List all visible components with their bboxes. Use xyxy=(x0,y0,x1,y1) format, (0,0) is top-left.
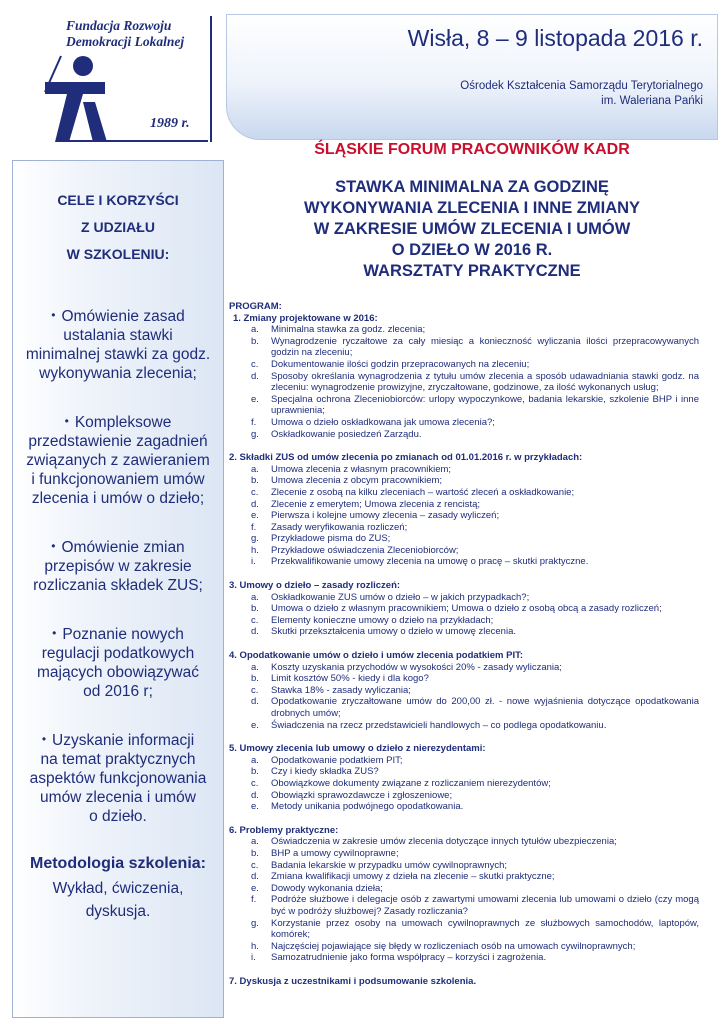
program-subitem xyxy=(229,533,699,545)
program-topic xyxy=(229,743,699,813)
event-date: Wisła, 8 – 9 listopada 2016 r. xyxy=(407,25,703,51)
program-subitem-text: Najczęściej pojawiające się błędy w rozliczeniach osób na umowach cywilnoprawnych; xyxy=(271,940,636,952)
program-subitem-text: Przykładowe pisma do ZUS; xyxy=(271,533,391,545)
program-subitem xyxy=(229,883,699,895)
program-subitem-letter: b. xyxy=(251,475,259,487)
program-subitem-text: Umowa o dzieło oskładkowana jak umowa zlecenia?; xyxy=(271,416,495,428)
program-subitem xyxy=(229,860,699,872)
program-topic-title: 2. Składki ZUS od umów zlecenia po zmianach od 01.01.2016 r. w przykładach: xyxy=(229,452,583,464)
program-topic-title: 3. Umowy o dzieło – zasady rozliczeń: xyxy=(229,580,401,592)
program-subitem-text: Badania lekarskie w przypadku umów cywilnoprawnych; xyxy=(271,859,508,871)
program-topic-title: 6. Problemy praktyczne: xyxy=(229,824,339,836)
program-subitem-letter: h. xyxy=(251,940,259,952)
program-subitem-text: Specjalna ochrona Zleceniobiorców: urlopy wypoczynkowe, badania lekarskie, szkolenie BHP i inne uprawnienia; xyxy=(271,393,699,417)
program-subitem-text: Zasady weryfikowania rozliczeń; xyxy=(271,521,408,533)
program-topic-items xyxy=(229,662,699,732)
program-subitem-letter: b. xyxy=(251,673,259,685)
program-subitem xyxy=(229,499,699,511)
goals-heading-line: W SZKOLENIU: xyxy=(66,246,170,262)
program-subitem-letter: d. xyxy=(251,696,259,708)
program-topic xyxy=(229,313,699,441)
program-subitem-text: Świadczenia na rzecz przedstawicieli handlowych – co podlega opodatkowaniu. xyxy=(271,719,607,731)
bullet-icon: • xyxy=(52,626,57,640)
program-subitem-text: Metody unikania podwójnego opodatkowania. xyxy=(271,801,464,813)
program-subitem xyxy=(229,778,699,790)
program-subitem xyxy=(229,696,699,719)
program-subitem-text: Pierwsza i kolejne umowy zlecenia – zasady wyliczeń; xyxy=(271,510,500,522)
program-subitem xyxy=(229,662,699,674)
program-subitem-text: Opodatkowanie podatkiem PIT; xyxy=(271,754,403,766)
program-subitem xyxy=(229,848,699,860)
bullet-icon: • xyxy=(64,414,69,428)
goal-item xyxy=(19,412,217,508)
bullet-icon: • xyxy=(51,539,56,553)
program-heading: PROGRAM: xyxy=(229,301,282,312)
program-subitem xyxy=(229,464,699,476)
program-subitem xyxy=(229,685,699,697)
logo-vertical-line xyxy=(210,16,212,142)
goals-heading xyxy=(13,187,223,268)
logo-year: 1989 r. xyxy=(150,116,190,131)
program-subitem xyxy=(229,336,699,359)
program-subitem-letter: b. xyxy=(251,766,259,778)
program-subitem xyxy=(229,801,699,813)
program-subitem-text: Zlecenie z emerytem; Umowa zlecenia z rencistą; xyxy=(271,498,481,510)
program-subitem-letter: b. xyxy=(251,847,259,859)
goals-heading-line: Z UDZIAŁU xyxy=(81,219,155,235)
program-section xyxy=(229,301,699,987)
program-subitem-letter: c. xyxy=(251,859,259,871)
program-subitem-letter: f. xyxy=(251,894,257,906)
program-subitem xyxy=(229,545,699,557)
program-subitem xyxy=(229,371,699,394)
goal-item xyxy=(19,537,217,595)
program-subitem-letter: a. xyxy=(251,661,259,673)
program-topic-items xyxy=(229,836,699,964)
program-subitem xyxy=(229,755,699,767)
goal-text: Poznanie nowych regulacji podatkowych mających obowiązywać od 2016 r; xyxy=(37,626,199,700)
program-subitem-letter: d. xyxy=(251,498,259,510)
program-subitem-letter: g. xyxy=(251,533,259,545)
program-subitem-letter: e. xyxy=(251,510,259,522)
program-topic-title: 4. Opodatkowanie umów o dzieło i umów zlecenia podatkiem PIT: xyxy=(229,650,524,662)
program-subitem xyxy=(229,894,699,917)
program-subitem-text: Elementy konieczne umowy o dzieło na przykładach; xyxy=(271,614,494,626)
program-subitem xyxy=(229,836,699,848)
program-subitem xyxy=(229,918,699,941)
program-topic xyxy=(229,825,699,964)
program-subitem xyxy=(229,417,699,429)
program-subitem xyxy=(229,720,699,732)
logo-figure-icon xyxy=(43,52,113,142)
program-subitem-letter: f. xyxy=(251,521,257,533)
program-subitem-letter: a. xyxy=(251,836,259,848)
program-subitem-text: Podróże służbowe i delegacje osób z zawartymi umowami zlecenia lub umowami o dzieło (czy mogą być w podróży służbowej? Zasady rozliczania? xyxy=(271,894,699,917)
program-subitem-letter: e. xyxy=(251,882,259,894)
methodology-title: Metodologia szkolenia: xyxy=(29,855,206,872)
program-final-item: 7. Dyskusja z uczestnikami i podsumowanie szkolenia. xyxy=(229,975,477,987)
program-subitem xyxy=(229,592,699,604)
program-subitem-letter: a. xyxy=(251,754,259,766)
title-line: W ZAKRESIE UMÓW ZLECENIA I UMÓW xyxy=(313,220,631,238)
goals-sidebar xyxy=(12,160,224,1018)
program-subitem xyxy=(229,626,699,638)
program-subitem-text: Limit kosztów 50% - kiedy i dla kogo? xyxy=(271,673,429,685)
program-subitem-letter: c. xyxy=(251,777,259,789)
program-subitem-text: Oskładkowanie ZUS umów o dzieło – w jakich przypadkach?; xyxy=(271,591,530,603)
event-header xyxy=(226,14,718,140)
program-subitem xyxy=(229,790,699,802)
program-subitem-text: Umowa o dzieło z własnym pracownikiem; Umowa o dzieło z osobą obcą a zasady rozliczeń; xyxy=(271,603,662,615)
program-subitem-letter: a. xyxy=(251,463,259,475)
program-subitem xyxy=(229,359,699,371)
program-topic-items xyxy=(229,324,699,440)
program-topic xyxy=(229,580,699,638)
program-subitem-letter: a. xyxy=(251,591,259,603)
program-subitem-letter: e. xyxy=(251,719,259,731)
foundation-logo xyxy=(8,8,218,148)
program-subitem xyxy=(229,510,699,522)
logo-org-line2: Demokracji Lokalnej xyxy=(66,34,185,49)
program-subitem-text: Dokumentowanie ilości godzin przepracowanych na zleceniu; xyxy=(271,358,530,370)
program-subitem-text: Obowiązkowe dokumenty związane z rozliczaniem nierezydentów; xyxy=(271,777,551,789)
program-subitem-text: Umowa zlecenia z własnym pracownikiem; xyxy=(271,463,452,475)
program-subitem-letter: a. xyxy=(251,324,259,336)
program-subitem-text: BHP a umowy cywilnoprawne; xyxy=(271,847,399,859)
goals-list xyxy=(13,306,223,826)
program-subitem-letter: i. xyxy=(251,952,256,964)
program-subitem xyxy=(229,324,699,336)
title-line: WYKONYWANIA ZLECENIA I INNE ZMIANY xyxy=(303,199,641,217)
program-subitem xyxy=(229,394,699,417)
program-topic-title: 1. Zmiany projektowane w 2016: xyxy=(233,312,378,324)
program-subitem-text: Zlecenie z osobą na kilku zleceniach – wartość zleceń a oskładkowanie; xyxy=(271,486,575,498)
goal-text: Uzyskanie informacji na temat praktycznych aspektów funkcjonowania umów zlecenia i umów o dzieło. xyxy=(29,732,207,825)
program-subitem xyxy=(229,615,699,627)
program-subitem xyxy=(229,475,699,487)
program-sections xyxy=(229,313,699,964)
bullet-icon: • xyxy=(41,732,47,746)
goal-item xyxy=(19,730,217,826)
bullet-icon: • xyxy=(51,308,56,322)
program-subitem-text: Samozatrudnienie jako forma współpracy – korzyści i zagrożenia. xyxy=(271,952,547,964)
goal-text: Omówienie zmian przepisów w zakresie rozliczania składek ZUS; xyxy=(33,539,203,594)
logo-org-line1: Fundacja Rozwoju xyxy=(66,18,172,33)
program-subitem-letter: c. xyxy=(251,358,259,370)
goal-text: Omówienie zasad ustalania stawki minimalnej stawki za godz. wykonywania zlecenia; xyxy=(25,308,211,382)
program-subitem-letter: g. xyxy=(251,917,259,929)
program-subitem-letter: b. xyxy=(251,335,259,347)
program-subitem-letter: g. xyxy=(251,428,259,440)
program-subitem-letter: c. xyxy=(251,684,259,696)
program-subitem-text: Przykładowe oświadczenia Zleceniobiorców; xyxy=(271,544,459,556)
program-subitem-letter: i. xyxy=(251,556,256,568)
program-subitem-text: Opodatkowanie zryczałtowane umów do 200,00 zł. - nowe wyjaśnienia dotyczące opodatkowania drobnych umów; xyxy=(271,696,699,719)
program-subitem-letter: b. xyxy=(251,603,259,615)
program-subitem xyxy=(229,556,699,568)
program-subitem-letter: d. xyxy=(251,370,259,382)
program-subitem-letter: c. xyxy=(251,486,259,498)
program-subitem xyxy=(229,952,699,964)
program-topic xyxy=(229,650,699,731)
title-line: O DZIEŁO W 2016 R. xyxy=(391,241,553,259)
program-subitem xyxy=(229,941,699,953)
program-subitem-letter: e. xyxy=(251,801,259,813)
program-subitem-letter: d. xyxy=(251,789,259,801)
program-subitem-text: Sposoby określania wynagrodzenia z tytułu umów zlecenia a sposób udawadniania stawki godz. na zleceniu: wynagrodzenie prowizyjne, zryczałtowane, godzinowe, za ilość wykonanych usług; xyxy=(271,370,699,394)
goal-item xyxy=(19,306,217,383)
program-subitem-letter: h. xyxy=(251,544,259,556)
program-subitem xyxy=(229,522,699,534)
institution-line1: Ośrodek Kształcenia Samorządu Terytorialnego xyxy=(460,80,703,92)
program-subitem-text: Oskładkowanie posiedzeń Zarządu. xyxy=(271,428,422,440)
program-subitem-letter: d. xyxy=(251,626,259,638)
methodology-text: Wykład, ćwiczenia, dyskusja. xyxy=(52,880,184,920)
program-subitem xyxy=(229,766,699,778)
institution-line2: im. Waleriana Pańki xyxy=(601,95,703,107)
program-subitem-letter: c. xyxy=(251,614,259,626)
program-subitem xyxy=(229,871,699,883)
title-line: STAWKA MINIMALNA ZA GODZINĘ xyxy=(335,178,609,196)
program-topic xyxy=(229,452,699,568)
program-subitem-text: Przekwalifikowanie umowy zlecenia na umowę o pracę – skutki praktyczne. xyxy=(271,556,589,568)
training-title xyxy=(226,177,718,282)
program-subitem-text: Oświadczenia w zakresie umów zlecenia dotyczące innych tytułów ubezpieczenia; xyxy=(271,836,617,848)
goal-text: Kompleksowe przedstawienie zagadnień związanych z zawieraniem i funkcjonowaniem umów zlecenia i umów o dzieło; xyxy=(26,414,210,507)
program-subitem-letter: d. xyxy=(251,871,259,883)
program-topic-items xyxy=(229,464,699,568)
program-subitem-letter: f. xyxy=(251,416,257,428)
program-subitem-text: Zmiana kwalifikacji umowy z dzieła na zlecenie – skutki praktyczne; xyxy=(271,871,555,883)
program-subitem-text: Umowa zlecenia z obcym pracownikiem; xyxy=(271,475,443,487)
program-subitem-text: Minimalna stawka za godz. zlecenia; xyxy=(271,324,426,336)
program-subitem-text: Obowiązki sprawozdawcze i zgłoszeniowe; xyxy=(271,789,453,801)
title-line: WARSZTATY PRAKTYCZNE xyxy=(363,262,581,280)
goals-heading-line: CELE I KORZYŚCI xyxy=(57,192,179,208)
program-subitem-letter: e. xyxy=(251,393,259,405)
program-subitem-text: Koszty uzyskania przychodów w wysokości 20% - zasady wyliczania; xyxy=(271,661,562,673)
logo-underline xyxy=(58,140,208,142)
program-subitem xyxy=(229,429,699,441)
program-subitem-text: Dowody wykonania dzieła; xyxy=(271,882,383,894)
program-subitem-text: Skutki przekształcenia umowy o dzieło w umowę zlecenia. xyxy=(271,626,516,638)
program-subitem-text: Stawka 18% - zasady wyliczania; xyxy=(271,684,411,696)
program-topic-items xyxy=(229,755,699,813)
forum-title: ŚLĄSKIE FORUM PRACOWNIKÓW KADR xyxy=(314,141,630,158)
program-subitem xyxy=(229,603,699,615)
program-subitem-text: Korzystanie przez osoby na umowach cywilnoprawnych ze służbowych samochodów, laptopów, komórek; xyxy=(271,917,699,941)
program-topic-items xyxy=(229,592,699,638)
program-topic-title: 5. Umowy zlecenia lub umowy o dzieło z nierezydentami: xyxy=(229,743,486,755)
goal-item xyxy=(19,624,217,701)
program-subitem-text: Wynagrodzenie ryczałtowe za cały miesiąc a konieczność wyliczania ilości przepracowywanych godzin na zleceniu; xyxy=(271,335,699,359)
program-subitem xyxy=(229,673,699,685)
program-subitem xyxy=(229,487,699,499)
event-institution xyxy=(460,79,703,109)
program-subitem-text: Czy i kiedy składka ZUS? xyxy=(271,766,379,778)
logo-org-name xyxy=(66,18,216,50)
